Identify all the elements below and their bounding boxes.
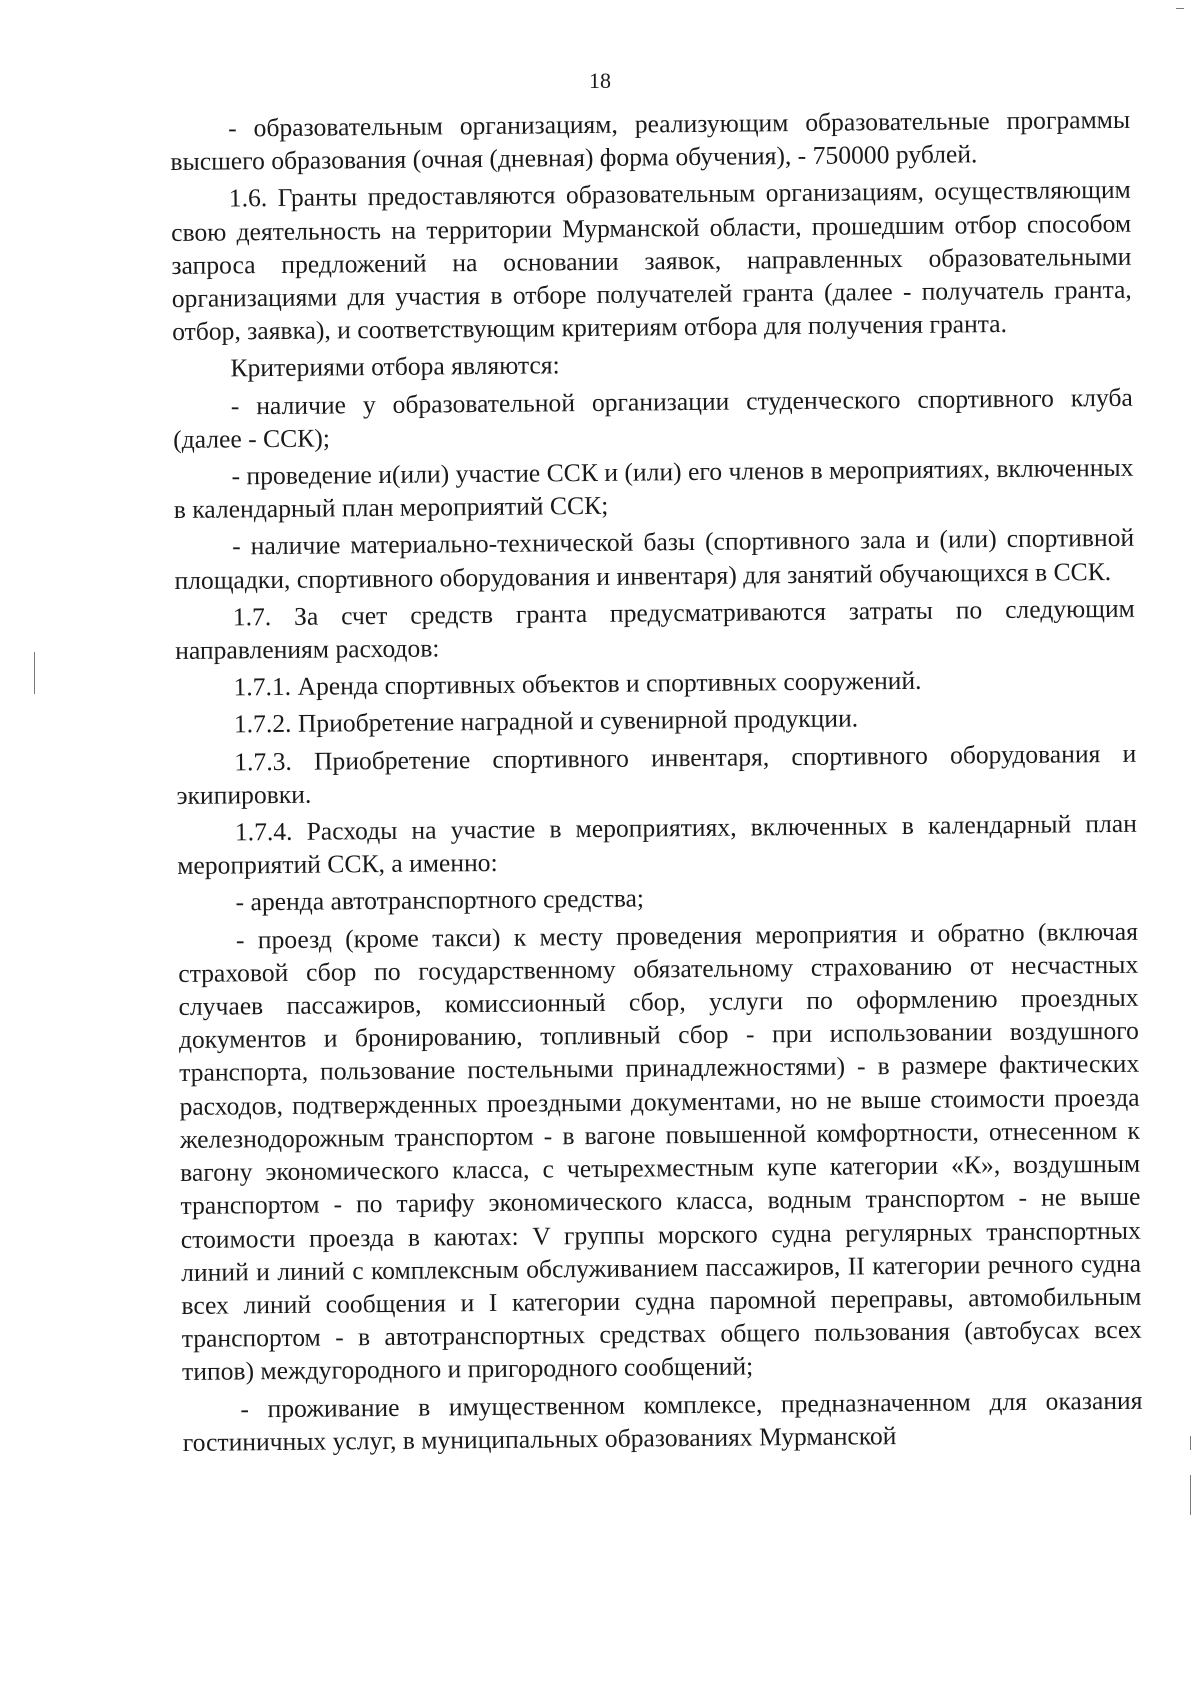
scan-artifact [1190,1475,1191,1515]
paragraph: Критериями отбора являются: [230,350,560,383]
paragraph: - образовательным организациям, реализующим образовательные программы высшего образования (очная (дневная) форма обучения), - 750000 рублей. [170,104,1131,177]
page-number: 18 [589,68,611,93]
paragraph: - проезд (кроме такси) к месту проведения мероприятия и обратно (включая страховой сбор по государственному обязательному страхованию от несчастных случаев пассажиров, комиссионный сбор, услуги по оформлению проездных документов и бронированию, топливный сбор - при использовании воздушного транспорта, пользование постельными принадлежностями) - в размере фактических расходов, подтвержденных проездными документами, но не выше стоимости проезда железнодорожным транспортом - в вагоне повышенной комфортности, отнесенном к вагону экономического класса, с четырехместным купе категории «К», воздушным транспортом - по тарифу экономического класса, водным транспортом - не выше стоимости проезда в каютах: V группы морского судна регулярных транспортных линий и линий с комплексным обслуживанием пассажиров, II категории речного судна всех линий сообщения и I категории судна паромной переправы, автомобильным транспортом - в автотранспортных средствах общего пользования (автобусах всех типов) междугородного и пригородного сообщений; [178,916,1142,1387]
paragraph: 1.6. Гранты предоставляются образовательным организациям, осуществляющим свою деятельность на территории Мурманской области, прошедшим отбор способом запроса предложений на основании заявок, направленных образовательными организациями для участия в отборе получателей гранта (далее - получатель гранта, отбор, заявка), и соответствующим критериям отбора для получения гранта. [171,175,1132,347]
paragraph: 1.7.4. Расходы на участие в мероприятиях, включенных в календарный план мероприятий ССК, а именно: [177,808,1138,881]
scan-artifact [34,652,35,694]
paragraph: - наличие материально-технической базы (спортивного зала и (или) спортивной площадки, спортивного оборудования и инвентаря) для занятий обучающихся в ССК. [174,523,1135,595]
scan-artifact [1176,8,1184,9]
paragraph: - наличие у образовательной организации студенческого спортивного клуба (далее - ССК); [173,382,1133,454]
paragraph: 1.7.3. Приобретение спортивного инвентаря, спортивного оборудования и экипировки. [176,738,1137,810]
paragraph: 1.7.2. Приобретение наградной и сувенирной продукции. [233,703,859,739]
paragraph: - проведение и(или) участие ССК и (или) его членов в мероприятиях, включенных в календарный план мероприятий ССК; [173,452,1134,525]
paragraph: 1.7.1. Аренда спортивных объектов и спортивных сооружений. [233,666,922,702]
document-body [170,103,1143,1459]
paragraph: 1.7. За счет средств гранта предусматриваются затраты по следующим направлениям расходов: [175,593,1135,666]
scan-artifact [1190,1436,1191,1450]
paragraph: - проживание в имущественном комплексе, предназначенном для оказания гостиничных услуг, в муниципальных образованиях Мурманской [182,1385,1143,1457]
paragraph: - аренда автотранспортного средства; [235,883,645,917]
